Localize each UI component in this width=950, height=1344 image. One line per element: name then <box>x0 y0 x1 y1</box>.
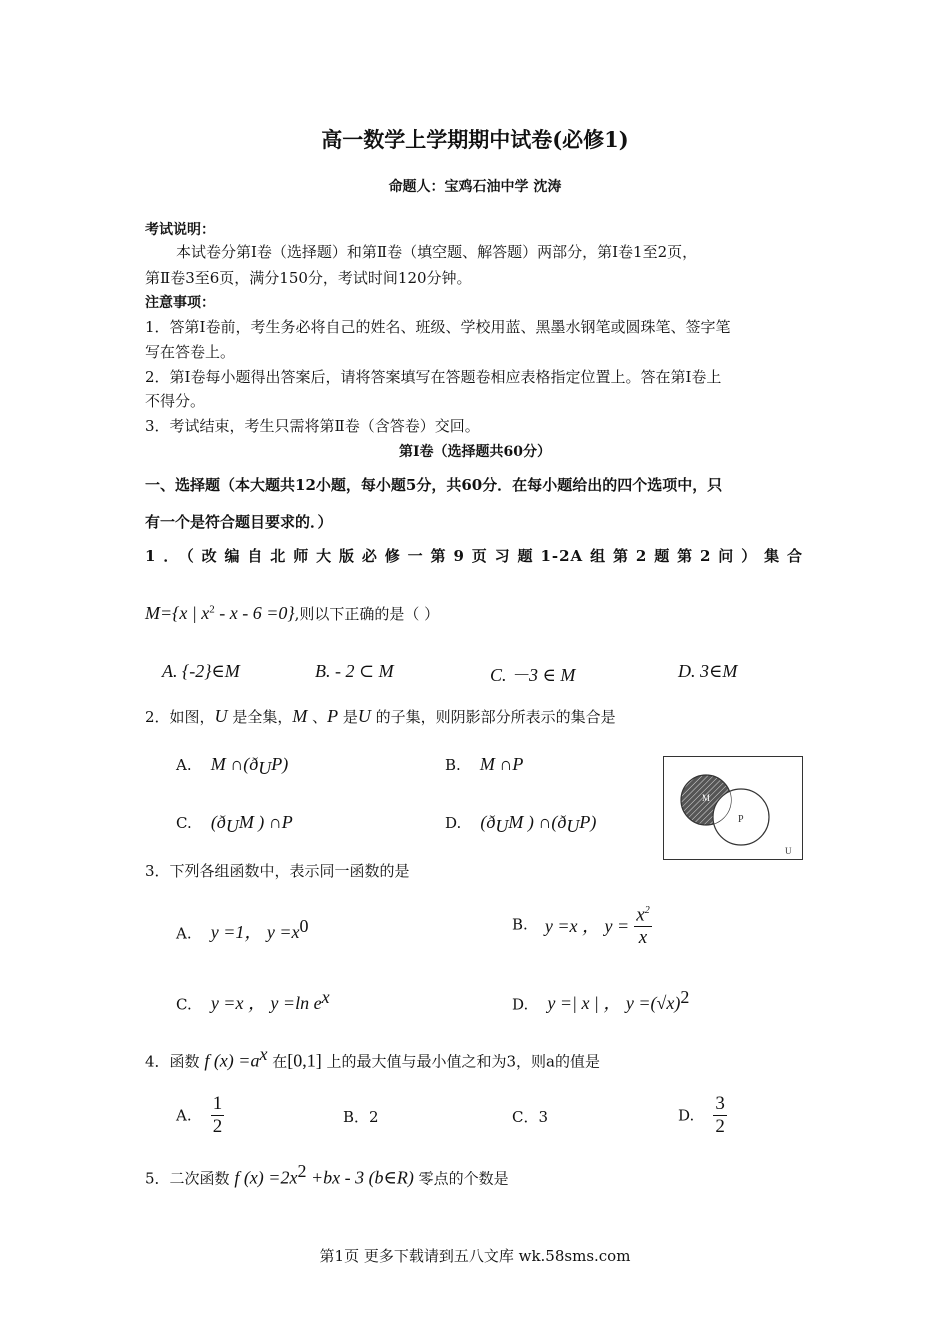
q4-stem <box>145 1044 600 1071</box>
venn-diagram <box>663 756 803 860</box>
q3-option-b-num: x <box>636 904 645 926</box>
q3-option-b-label: B. <box>512 915 528 934</box>
q4-stem-c: 上的最大值与最小值之和为3，则a的值是 <box>321 1052 600 1071</box>
q1-set-line <box>145 603 439 624</box>
q3-option-b-num-sup: 2 <box>644 905 650 916</box>
q2-option-c <box>176 812 293 837</box>
q3-option-a-text: y =1， y =x <box>210 922 300 943</box>
q3-option-d <box>512 987 689 1015</box>
q2-u2: U <box>357 706 371 726</box>
q3-option-a-label: A. <box>176 924 192 943</box>
attention-item-2b: 不得分。 <box>145 392 206 410</box>
q3-option-a <box>176 916 308 944</box>
q1-option-b: B. - 2 ⊂ M <box>315 661 394 681</box>
q2-option-a-label: A. <box>176 756 192 774</box>
q4-stem-a: 4．函数 <box>145 1052 205 1071</box>
venn-label-p: P <box>738 814 744 825</box>
q3-option-d-label: D. <box>512 995 529 1014</box>
q5-func-b: +bx - 3 (b∈R) <box>306 1167 414 1188</box>
q2-option-a-sub: U <box>258 758 272 779</box>
q2-stem <box>145 706 616 727</box>
q2-stem-b: 是全集， <box>227 708 293 726</box>
q2-option-a-text: M ∩(ð <box>210 754 259 774</box>
exam-notes-heading: 考试说明： <box>145 222 215 238</box>
attention-item-3: 3．考试结束，考生只需将第Ⅱ卷（含答卷）交回。 <box>145 417 480 435</box>
q5-stem-b: 零点的个数是 <box>413 1169 509 1188</box>
q2-option-d <box>445 812 596 837</box>
page-footer: 第1页 更多下载请到五八文库 wk.58sms.com <box>319 1247 631 1265</box>
q3-stem: 3．下列各组函数中，表示同一函数的是 <box>145 862 410 880</box>
q2-stem-d: 的子集，则阴影部分所表示的集合是 <box>370 708 616 726</box>
q4-option-d-fraction <box>713 1093 727 1138</box>
exam-notes-line-2: 第Ⅱ卷3至6页，满分150分，考试时间120分钟。 <box>145 269 472 287</box>
q4-option-a-label: A. <box>176 1106 192 1125</box>
q2-option-a-tail: P) <box>271 754 289 774</box>
q1-option-a: A. {-2}∈M <box>162 661 240 681</box>
q1-set-def-a: ={x | x <box>160 603 210 623</box>
q3-option-b <box>512 900 652 949</box>
q4-option-d <box>678 1093 727 1138</box>
author-line: 命题人：宝鸡石油中学 沈涛 <box>388 179 562 195</box>
q4-option-a-fraction <box>211 1093 225 1138</box>
venn-label-m: M <box>702 793 711 803</box>
q2-stem-c: 是 <box>338 708 358 726</box>
q3-option-b-den: x <box>638 927 648 949</box>
q2-option-d-c: P) <box>579 812 597 832</box>
q2-option-c-label: C. <box>176 814 192 832</box>
section1-line-1: 一、选择题（本大题共12小题，每小题5分，共60分．在每小题给出的四个选项中，只 <box>145 476 723 494</box>
venn-label-u: U <box>785 846 792 856</box>
exam-notes-line-1: 本试卷分第Ⅰ卷（选择题）和第Ⅱ卷（填空题、解答题）两部分，第Ⅰ卷1至2页， <box>176 243 698 261</box>
q4-stem-b: 在 <box>267 1052 288 1071</box>
q3-option-b-text: y =x ， y = <box>544 915 630 936</box>
q2-option-c-text: (ð <box>210 812 226 832</box>
q3-option-c-text: y =x ， y =ln e <box>210 993 322 1014</box>
q4-option-d-den: 2 <box>715 1116 725 1137</box>
q4-option-b: B．2 <box>343 1108 379 1126</box>
q5-stem <box>145 1161 509 1188</box>
q4-func: f (x) =a <box>204 1050 260 1071</box>
q4-func-sup: x <box>259 1044 268 1064</box>
q2-option-b <box>445 754 523 775</box>
q4-option-d-label: D. <box>678 1106 695 1125</box>
q4-interval: [0,1] <box>287 1050 322 1071</box>
q4-option-a-num: 1 <box>212 1093 223 1114</box>
q3-option-c-label: C. <box>176 995 192 1014</box>
q3-option-c-sup: x <box>321 987 330 1007</box>
q1-option-c: C. －3 ∈ M <box>490 665 576 685</box>
q2-option-c-sub: U <box>225 816 239 837</box>
q4-option-c: C．3 <box>512 1108 549 1126</box>
q2-option-d-b: M ) ∩(ð <box>508 812 567 832</box>
section1-line-2: 有一个是符合题目要求的．） <box>145 513 333 531</box>
q3-option-d-sup: 2 <box>680 987 690 1007</box>
q2-p: P <box>327 706 339 726</box>
attention-heading: 注意事项： <box>145 295 215 311</box>
q2-option-c-tail: M ) ∩P <box>238 812 293 832</box>
q2-option-d-sub2: U <box>566 816 580 837</box>
q2-option-d-label: D. <box>445 814 462 832</box>
q2-option-b-text: M ∩P <box>479 754 524 774</box>
part1-heading: 第Ⅰ卷（选择题共60分） <box>398 444 552 460</box>
q1-option-d: D. 3∈M <box>678 661 738 681</box>
attention-item-2a: 2．第Ⅰ卷每小题得出答案后，请将答案填写在答题卷相应表格指定位置上。答在第Ⅰ卷上 <box>145 368 722 386</box>
q3-option-b-fraction <box>634 900 651 949</box>
q4-option-a <box>176 1093 224 1138</box>
q2-u: U <box>214 706 228 726</box>
q1-square: 2 <box>209 603 215 616</box>
q1-set-def-b: - x - 6 =0} <box>214 603 295 623</box>
q5-func-a: f (x) =2x <box>234 1167 298 1188</box>
q5-stem-a: 5．二次函数 <box>145 1169 235 1188</box>
q3-option-c <box>176 987 330 1015</box>
q2-option-d-a: (ð <box>480 812 496 832</box>
q1-stem: 1．（改编自北师大版必修一第9页习题1-2A组第2题第2问）集合 <box>145 547 803 565</box>
q2-stem-a: 2．如图， <box>145 708 215 726</box>
q2-option-d-sub1: U <box>495 816 509 837</box>
q2-sep: 、 <box>307 708 328 726</box>
q4-option-a-den: 2 <box>212 1116 223 1137</box>
q1-tail: ,则以下正确的是（ ） <box>294 605 440 623</box>
q2-m: M <box>292 706 308 726</box>
q1-set-m: M <box>145 603 160 623</box>
venn-svg <box>664 757 801 858</box>
q3-option-a-sup: 0 <box>299 916 309 936</box>
q2-option-a <box>176 754 288 779</box>
page-title: 高一数学上学期期中试卷(必修1) <box>321 127 629 152</box>
attention-item-1b: 写在答卷上。 <box>145 343 236 361</box>
attention-item-1a: 1．答第Ⅰ卷前，考生务必将自己的姓名、班级、学校用蓝、黑墨水钢笔或圆珠笔、签字笔 <box>145 318 731 336</box>
q3-option-d-text: y =| x | ， y =(√x) <box>547 993 681 1014</box>
q4-option-d-num: 3 <box>715 1093 725 1114</box>
q5-func-sup: 2 <box>297 1161 307 1181</box>
q2-option-b-label: B. <box>445 756 461 774</box>
